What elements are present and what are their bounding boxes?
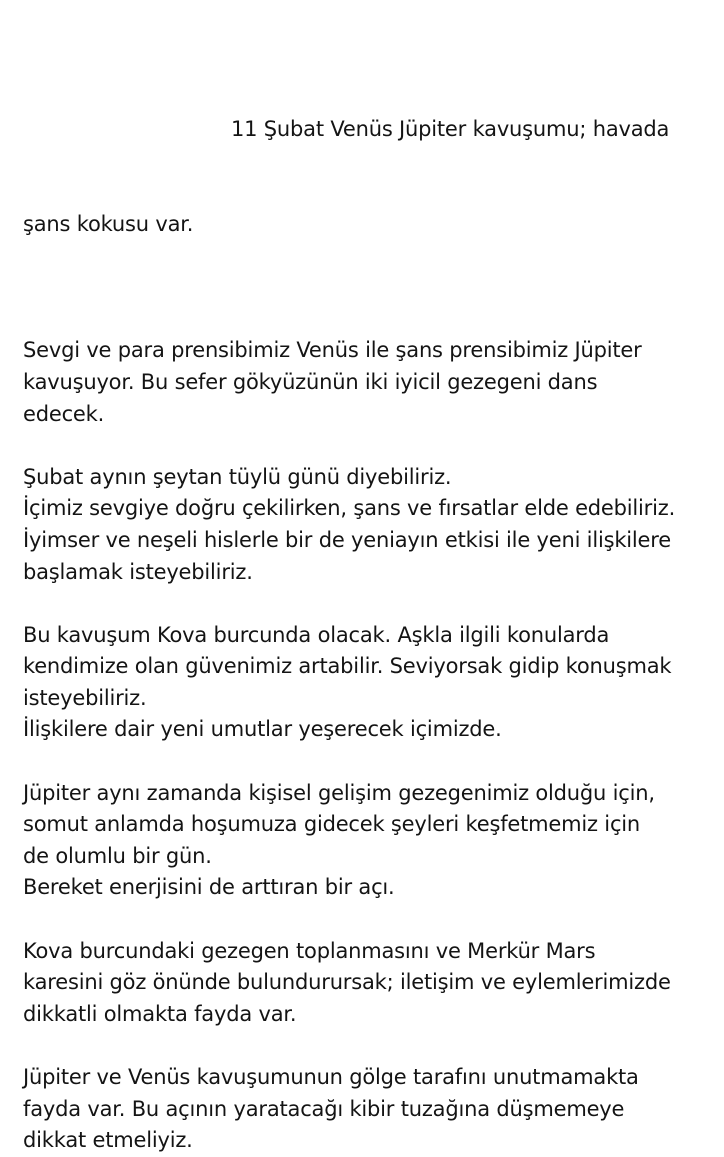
paragraph-line: İçimiz sevgiye doğru çekilirken, şans ve fırsatlar elde edebiliriz. (23, 496, 676, 521)
paragraph-line: edecek. (23, 401, 105, 426)
paragraph-line: kavuşuyor. Bu sefer gökyüzünün iki iyicil gezegeni dans (23, 369, 598, 394)
paragraph-line: dikkatli olmakta fayda var. (23, 1001, 297, 1026)
paragraph-line: fayda var. Bu açının yaratacağı kibir tuzağına düşmemeye (23, 1096, 625, 1121)
paragraph-line: İlişkilere dair yeni umutlar yeşerecek içimizde. (23, 717, 502, 742)
paragraph (23, 778, 715, 904)
paragraph-line: Şubat aynın şeytan tüylü günü diyebiliriz. (23, 464, 452, 489)
paragraph-line: Bu kavuşum Kova burcunda olacak. Aşkla ilgili konularda (23, 622, 610, 647)
paragraph-list (23, 335, 715, 1156)
paragraph-line: dikkat etmeliyiz. (23, 1128, 193, 1153)
paragraph (23, 462, 715, 588)
paragraph (23, 335, 715, 430)
paragraph (23, 936, 715, 1031)
paragraph-line: somut anlamda hoşumuza gidecek şeyleri keşfetmemiz için (23, 812, 641, 837)
paragraph-line: başlamak isteyebiliriz. (23, 559, 253, 584)
heading-line (23, 114, 715, 146)
paragraph-line: Jüpiter ve Venüs kavuşumunun gölge tarafını unutmamakta (23, 1065, 639, 1089)
paragraph-line: İyimser ve neşeli hislerle bir de yeniayın etkisi ile yeni ilişkilere (23, 527, 671, 552)
heading-line-2: şans kokusu var. (23, 211, 194, 236)
paragraph (23, 1062, 715, 1157)
paragraph (23, 620, 715, 746)
paragraph-line: Bereket enerjisini de arttıran bir açı. (23, 875, 395, 900)
paragraph-line: Kova burcundaki gezegen toplanmasını ve Merkür Mars (23, 938, 596, 963)
heading-line-1: 11 Şubat Venüs Jüpiter kavuşumu; havada (231, 117, 670, 142)
paragraph-line: karesini göz önünde bulundurursak; iletişim ve eylemlerimizde (23, 970, 671, 995)
paragraph-line: kendimize olan güvenimiz artabilir. Seviyorsak gidip konuşmak (23, 654, 672, 679)
note-text (23, 51, 715, 1157)
paragraph-line: Jüpiter aynı zamanda kişisel gelişim gezegenimiz olduğu için, (23, 780, 655, 805)
note-heading (23, 51, 715, 304)
paragraph-line: de olumlu bir gün. (23, 843, 212, 868)
paragraph-line: isteyebiliriz. (23, 685, 147, 710)
paragraph-line: Sevgi ve para prensibimiz Venüs ile şans prensibimiz Jüpiter (23, 338, 642, 363)
